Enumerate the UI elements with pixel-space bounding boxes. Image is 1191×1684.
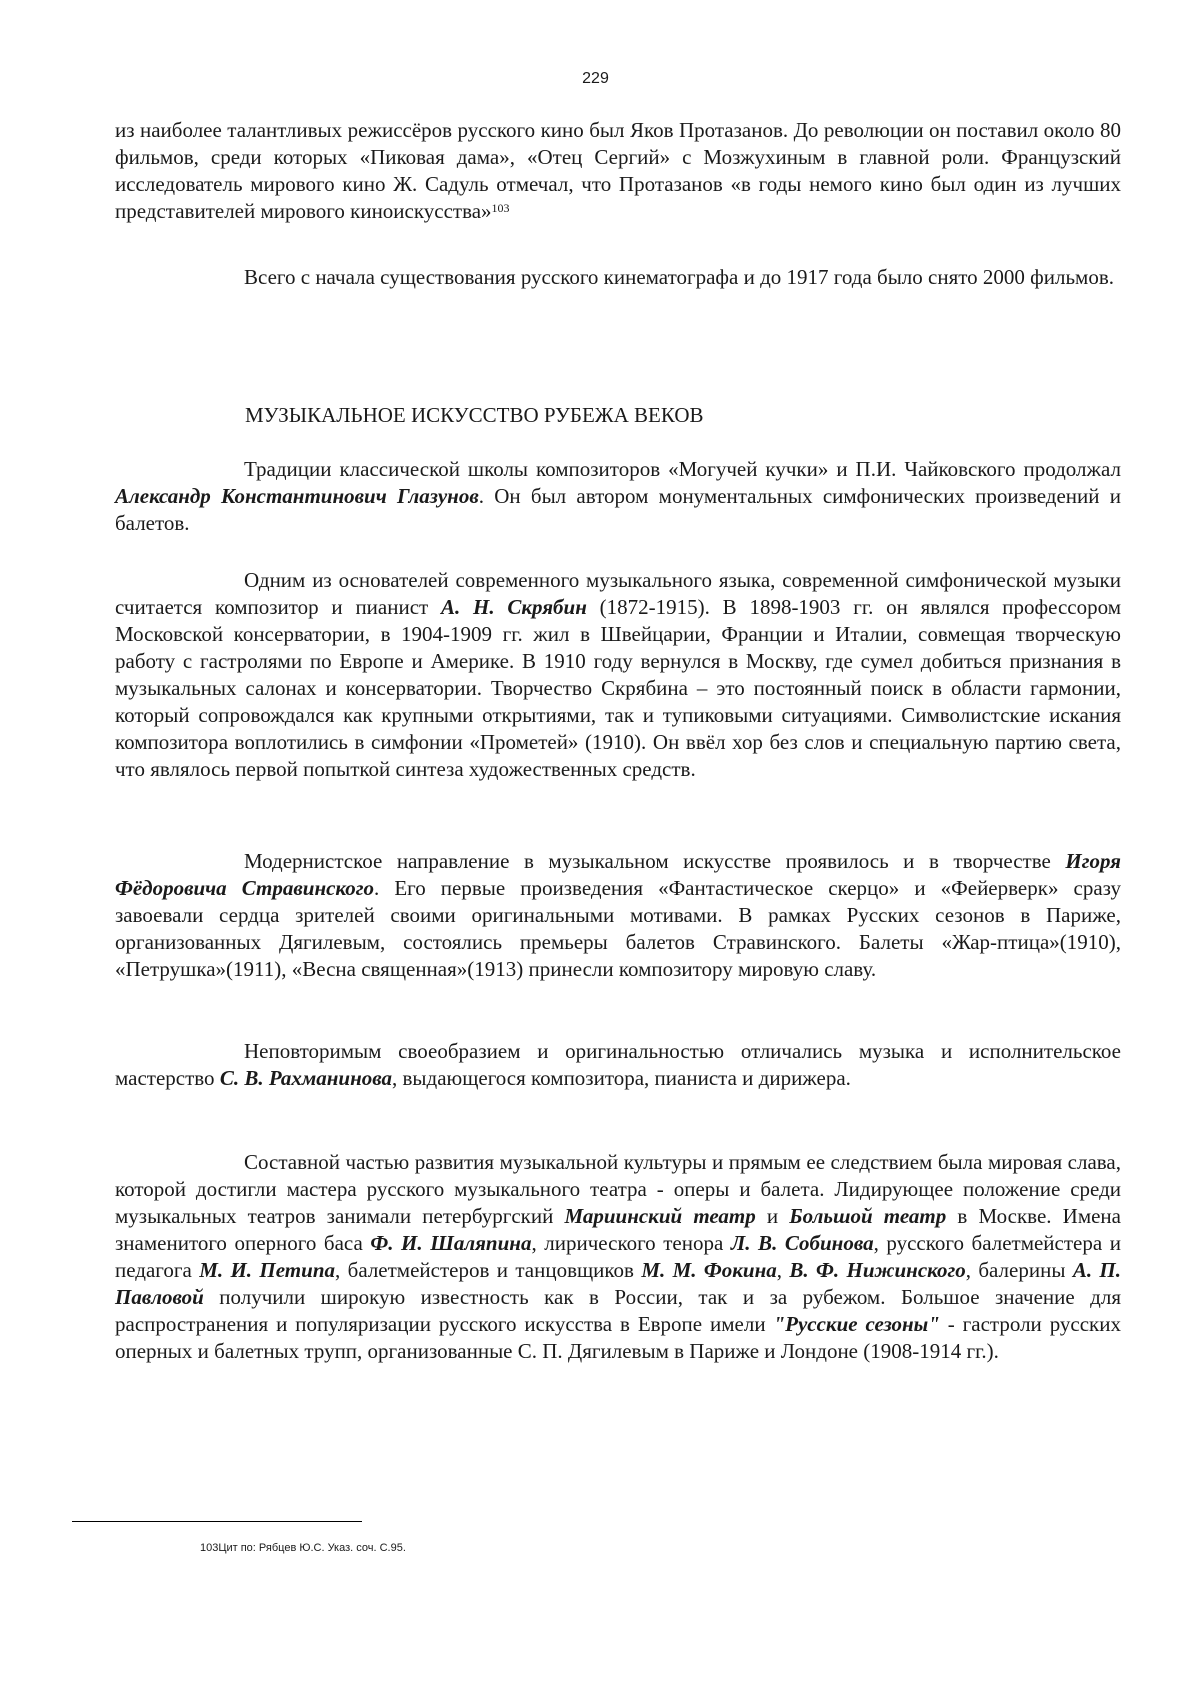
paragraph-text (115, 117, 1121, 225)
emphasized-name: А. П. Павловой (115, 1258, 1122, 1309)
paragraph-text (115, 567, 1121, 783)
text-run: (1872-1915). В 1898-1903 гг. он являлся профессором Московской консерватории, в 1904-1909 гг. жил в Швейцарии, Франции и Италии, совмещая творческую работу с гастролями по Европе и Америке. В 1910 году вернулся в Москву, где сумел добиться признания в музыкальных салонах и консерватории. Творчество Скрябина – это постоянный поиск в области гармонии, который сопровождался как крупными открытиями, так и тупиковыми ситуациями. Символистские искания композитора воплотились в симфонии «Прометей» (1910). Он ввёл хор без слов и специальную партию света, что являлось первой попыткой синтеза художественных средств. (115, 595, 1121, 781)
paragraph-glazunov (115, 456, 1121, 537)
emphasized-name: С. В. Рахманинова (219, 1066, 392, 1090)
text-run: Составной частью развития музыкальной культуры и прямым ее следствием была мировая слава, которой достигли мастера русского музыкального театра - оперы и балета. Лидирующее положение среди музыкальных театров занимали петербургский (115, 1150, 1121, 1228)
paragraph-text (115, 1038, 1121, 1092)
footnote-reference[interactable]: 103 (491, 201, 510, 215)
paragraph-protazanov (115, 117, 1121, 225)
section-heading: МУЗЫКАЛЬНОЕ ИСКУССТВО РУБЕЖА ВЕКОВ (245, 403, 704, 427)
text-run: , (776, 1258, 790, 1282)
paragraph-musical-theatre (115, 1149, 1121, 1365)
text-run: в Москве. Имена знаменитого оперного баса (115, 1204, 1121, 1255)
emphasized-name: Л. В. Собинова (730, 1231, 874, 1255)
emphasized-name: А. Н. Скрябин (440, 595, 587, 619)
text-run: Традиции классической школы композиторов «Могучей кучки» и П.И. Чайковского продолжал (244, 457, 1121, 481)
emphasized-name: М. М. Фокина (641, 1258, 777, 1282)
paragraph-text (115, 848, 1121, 983)
text-run: Одним из основателей современного музыкального языка, современной симфонической музыки считается композитор и пианист (115, 568, 1121, 619)
text-run: - гастроли русских оперных и балетных трупп, организованные С. П. Дягилевым в Париже и Лондоне (1908-1914 гг.). (115, 1312, 1121, 1363)
emphasized-name: Мариинский театр (564, 1204, 756, 1228)
emphasized-name: Ф. И. Шаляпина (370, 1231, 532, 1255)
text-run: , балетмейстеров и танцовщиков (335, 1258, 642, 1282)
emphasized-name: Большой театр (789, 1204, 947, 1228)
emphasized-name: Александр Константинович Глазунов (115, 484, 479, 508)
text-run: . Он был автором монументальных симфонических произведений и балетов. (115, 484, 1121, 535)
paragraph-scriabin (115, 567, 1121, 783)
text-run: , балерины (965, 1258, 1073, 1282)
emphasized-name: М. И. Петипа (199, 1258, 336, 1282)
paragraph-text: Всего с начала существования русского кинематографа и до 1917 года было снято 2000 фильмов. (244, 265, 1115, 289)
text-run: , выдающегося композитора, пианиста и дирижера. (391, 1066, 851, 1090)
page-number: 229 (582, 70, 609, 87)
text-run: , лирического тенора (531, 1231, 731, 1255)
text-run: и (755, 1204, 790, 1228)
paragraph-text (115, 1149, 1121, 1365)
emphasized-name: В. Ф. Нижинского (789, 1258, 966, 1282)
emphasized-name: "Русские сезоны" (773, 1312, 940, 1336)
text-run: . Его первые произведения «Фантастическое скерцо» и «Фейерверк» сразу завоевали сердца зрителей своими оригинальными мотивами. В рамках Русских сезонов в Париже, организованных Дягилевым, состоялись премьеры балетов Стравинского. Балеты «Жар-птица»(1910), «Петрушка»(1911), «Весна священная»(1913) принесли композитору мировую славу. (115, 876, 1121, 981)
paragraph-film-count (115, 264, 1121, 291)
paragraph-body: из наиболее талантливых режиссёров русского кино был Яков Протазанов. До революции он поставил около 80 фильмов, среди которых «Пиковая дама», «Отец Сергий» с Мозжухиным в главной роли. Французский исследователь мирового кино Ж. Садуль отмечал, что Протазанов «в годы немого кино был один из лучших представителей мирового киноискусства» (115, 118, 1121, 223)
text-run: Модернистское направление в музыкальном искусстве проявилось и в творчестве (244, 849, 1066, 873)
paragraph-stravinsky (115, 848, 1121, 983)
footnote-text: 103Цит по: Рябцев Ю.С. Указ. соч. С.95. (200, 1542, 406, 1554)
emphasized-name: Игоря Фёдоровича Стравинского (115, 849, 1121, 900)
paragraph-rachmaninov (115, 1038, 1121, 1092)
text-run: получили широкую известность как в России, так и за рубежом. Большое значение для распространения и популяризации русского искусства в Европе имели (115, 1285, 1121, 1336)
paragraph-text (115, 456, 1121, 537)
footnote-separator (72, 1521, 362, 1522)
text-run: Неповторимым своеобразием и оригинальностью отличались музыка и исполнительское мастерство (115, 1039, 1121, 1090)
text-run: , русского балетмейстера и педагога (115, 1231, 1121, 1282)
